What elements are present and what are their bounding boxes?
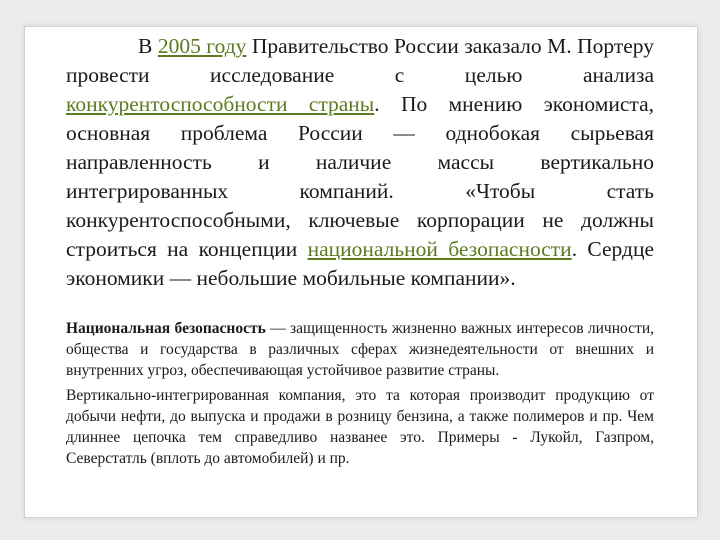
link-competitiveness[interactable]: конкурентоспособности страны — [66, 92, 375, 116]
main-text-4: . Сердце экономики — небольшие мобильные компании». — [66, 237, 654, 290]
main-paragraph — [66, 32, 654, 293]
link-national-security[interactable]: национальной безопасности — [307, 237, 572, 261]
definition-national-security — [66, 318, 654, 381]
definition-text-1: — защищенность жизненно важных интересов личности, общества и государства в различных сферах жизнедеятельности от внешних и внутренних угроз, обеспечивающая устойчивое развитие страны. — [66, 320, 654, 379]
main-text-2: Правительство России заказало М. Портеру провести исследование с целью анализа — [66, 34, 654, 87]
definition-vertical-integration: Вертикально-интегрированная компания, это та которая производит продукцию от добычи нефти, до выпуска и продажи в розницу бензина, а также полимеров и пр. Чем длиннее цепочка тем справедливо названее это. Примеры - Лукойл, Газпром, Северстатль (вплоть до автомобилей) и пр. — [66, 387, 654, 467]
main-text-1: В — [138, 34, 158, 58]
main-text-3: . По мнению экономиста, основная проблема России — однобокая сырьевая направленность и наличие массы вертикально интегрированных компаний. «Чтобы стать конкурентоспособными, ключевые корпорации не должны строиться на концепции — [66, 92, 654, 261]
link-year-2005[interactable]: 2005 году — [157, 34, 247, 58]
term-national-security: Национальная безопасность — [66, 320, 266, 337]
definitions-block — [66, 318, 654, 469]
